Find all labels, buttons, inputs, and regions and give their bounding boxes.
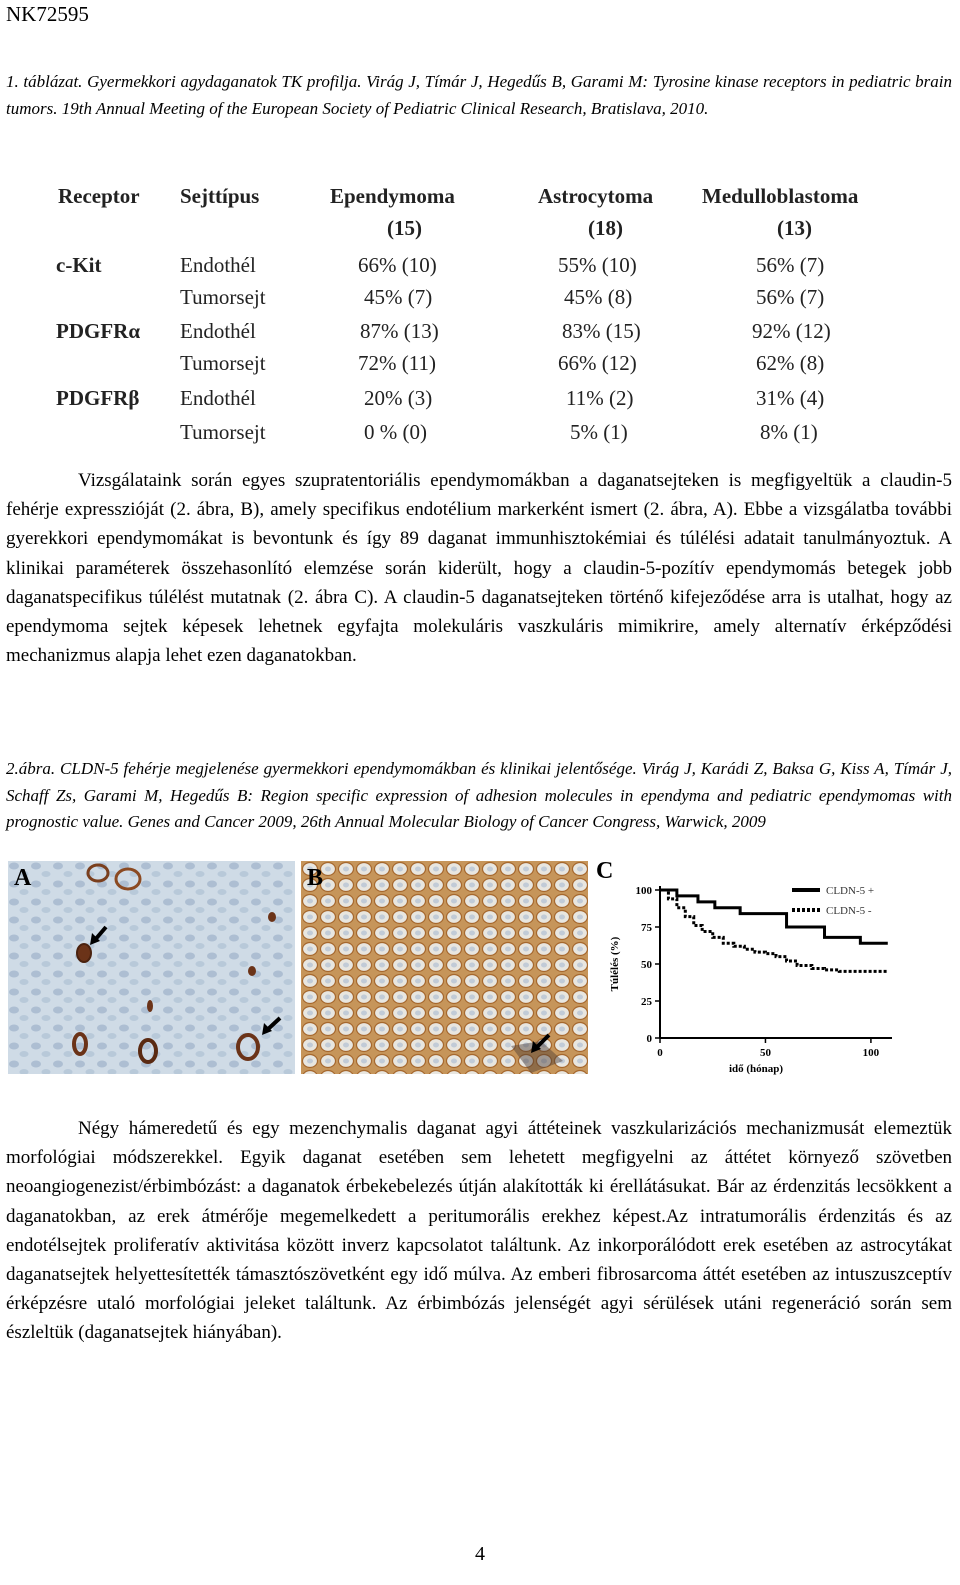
table-cell: 45% (7) [364, 285, 433, 309]
table-caption: 1. táblázat. Gyermekkori agydaganatok TK profilja. Virág J, Tímár J, Hegedűs B, Garami M: Tyrosine kinase receptors in pediatric brain tumors. 19th Annual Meeting of the European Society of Pediatric Clinical Research, Bratislava, 2010. [6, 72, 952, 118]
table-cell: 20% (3) [364, 386, 433, 410]
series-line-2 [660, 890, 888, 971]
table-cell: 72% (11) [358, 351, 436, 375]
tyrosine-kinase-table [52, 178, 912, 448]
header-ependymoma: Ependymoma [330, 184, 455, 208]
document-id: NK72595 [6, 2, 89, 26]
micrograph-a [8, 861, 295, 1074]
table-cell: 31% (4) [756, 386, 825, 410]
micrograph-a-image [8, 861, 295, 1074]
paragraph-1 [6, 466, 952, 670]
row-receptor: PDGFRβ [56, 386, 140, 410]
table-cell: 8% (1) [760, 420, 818, 444]
figure-caption [6, 756, 952, 836]
panel-label-c: C [596, 858, 614, 884]
figure-caption-text: CLDN-5 fehérje megjelenése gyermekkori ependymomákban és klinikai jelentősége. Virág J, Karádi Z, Baksa G, Kiss A, Tímár J, Schaff Zs, Garami M, Hegedűs B: Region specific expression of adhesion molecules in ependyma and pediatric ependymomas with prognostic value. Genes and Cancer 2009, 26th Annual Molecular Biology of Cancer Congress, Warwick, 2009 [6, 759, 952, 831]
row-receptor: PDGFRα [56, 319, 141, 343]
survival-chart [592, 858, 953, 1078]
y-tick-label: 25 [641, 996, 652, 1008]
header-astrocytoma-n: (18) [588, 216, 623, 240]
row-cell-type: Tumorsejt [180, 420, 266, 444]
figure-caption-label: 2.ábra. [6, 759, 56, 778]
paragraph-2 [6, 1114, 952, 1348]
table-cell: 87% (13) [360, 319, 439, 343]
legend-label-2: CLDN-5 - [826, 905, 872, 917]
header-ependymoma-n: (15) [387, 216, 422, 240]
y-tick-label: 0 [646, 1033, 652, 1045]
table-cell: 0 % (0) [364, 420, 427, 444]
table-cell: 5% (1) [570, 420, 628, 444]
paragraph-1-text: Vizsgálataink során egyes szupratentoriális ependymomákban a daganatsejteken is megfigyeltük a claudin-5 fehérje expresszióját (2. ábra, B), amely specifikus endotélium markerként ismert (2. ábra, A). Ebbe a vizsgálatba további gyerekkori ependymomákat is bevontunk és így 89 daganat immunhisztokémiai és túlélési adatait tanulmányoztuk. A klinikai paraméterek összehasonlító elemzése során kiderült, hogy a claudin-5-pozítív ependymomás betegek jobb daganatspecifikus túlélést mutatnak (2. ábra C). A claudin-5 daganatsejteken történő kifejeződése arra is utalhat, hogy az ependymoma sejtek képesek lehetnek egyfajta molekuláris vaszkuláris mimikrire, amely alternatív érképződési mechanizmus alapja lehet ezen daganatokban. [6, 470, 952, 667]
survival-chart-panel [592, 858, 953, 1078]
panel-label-b: B [307, 865, 324, 891]
row-cell-type: Endothél [180, 253, 256, 277]
x-axis-label: idő (hónap) [728, 1063, 784, 1075]
header-medulloblastoma: Medulloblastoma [702, 184, 859, 208]
row-cell-type: Endothél [180, 386, 256, 410]
row-cell-type: Tumorsejt [180, 351, 266, 375]
y-tick-label: 100 [635, 885, 652, 897]
table-cell: 62% (8) [756, 351, 825, 375]
table-cell: 56% (7) [756, 285, 825, 309]
table-cell: 56% (7) [756, 253, 825, 277]
table-cell: 66% (10) [358, 253, 437, 277]
y-tick-label: 50 [641, 959, 652, 971]
header-receptor: Receptor [58, 184, 140, 208]
paragraph-2-text: Négy hámeredetű és egy mezenchymalis daganat agyi áttéteinek vaszkularizációs mechanizmusát elemeztük morfológiai módszerekkel. Egyik daganat esetében sem lehetett megfigyelni az áttétet környező szövetben neoangiogenezist/érbimbózást: a daganatok érbekebelezés útján alakították ki érellátásukat. Bár az érdenzitás lecsökkent a daganatokban, az erek átmérője megemelkedett a peritumorális erekhez képest.Az intratumorális érdenzitás és az endotélsejtek proliferatív aktivitása között inverz kapcsolatot találtunk. Az inkorporálódott erek esetében az astrocytákat daganatsejtek helyettesítették támasztószövetként egy idő múlva. Az emberi fibrosarcoma áttét esetében az intuszuszceptív érképzésre utaló morfológiai jeleket találtunk. Az érbimbózás jelenségét agyi sérülések utáni regeneráció során sem észleltük (daganatsejtek hiányában). [6, 1118, 952, 1344]
header-astrocytoma: Astrocytoma [538, 184, 654, 208]
row-cell-type: Endothél [180, 319, 256, 343]
x-tick-label: 50 [759, 1047, 771, 1059]
table-cell: 83% (15) [562, 319, 641, 343]
table-cell: 11% (2) [566, 386, 634, 410]
y-tick-label: 75 [641, 922, 652, 934]
micrograph-b-image [301, 861, 588, 1074]
header-cell-type: Sejttípus [180, 184, 260, 208]
x-tick-label: 100 [862, 1047, 880, 1059]
table-cell: 55% (10) [558, 253, 637, 277]
page-number: 4 [475, 1543, 485, 1565]
table-cell: 45% (8) [564, 285, 633, 309]
figure-2 [8, 858, 953, 1078]
table-cell: 92% (12) [752, 319, 831, 343]
panel-label-a: A [14, 865, 32, 891]
legend-label-1: CLDN-5 + [826, 885, 875, 897]
row-cell-type: Tumorsejt [180, 285, 266, 309]
table-cell: 66% (12) [558, 351, 637, 375]
micrograph-b [301, 861, 588, 1074]
x-tick-label: 0 [657, 1047, 663, 1059]
row-receptor: c-Kit [56, 253, 102, 277]
y-axis-label: Túlélés (%) [609, 936, 621, 992]
header-medulloblastoma-n: (13) [777, 216, 812, 240]
